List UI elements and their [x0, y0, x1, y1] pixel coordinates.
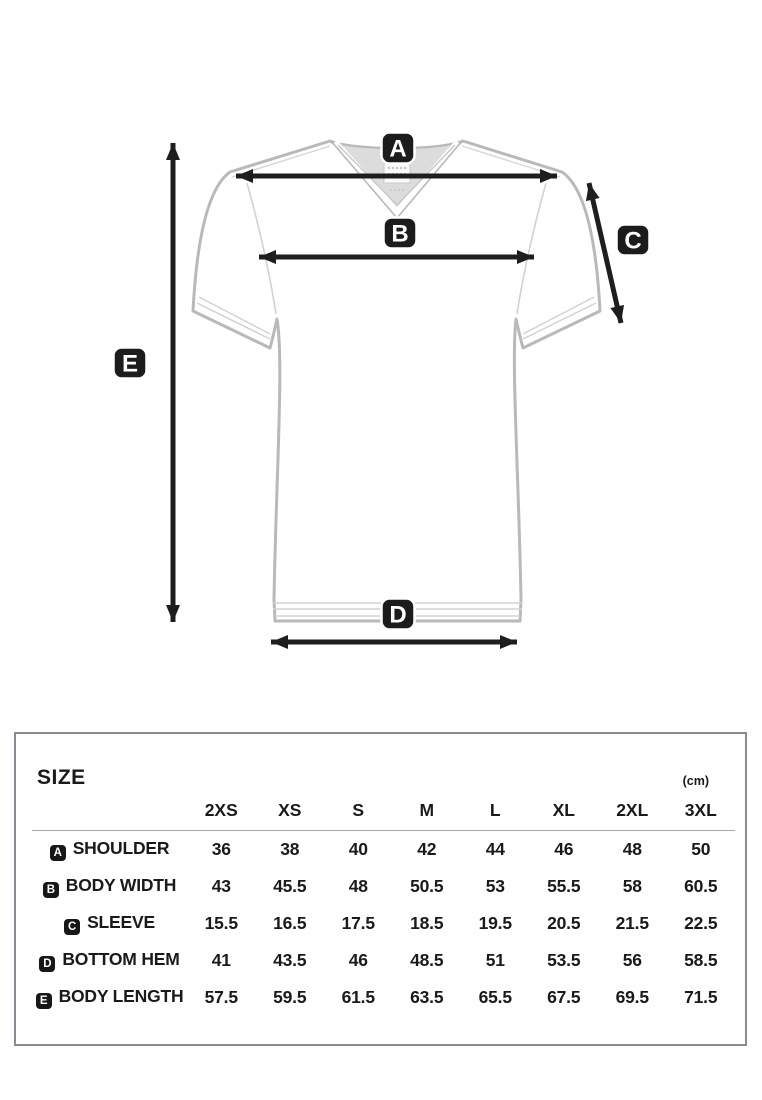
size-value: 48.5	[410, 950, 444, 970]
size-value: 58	[622, 876, 642, 896]
size-value: 36	[211, 839, 231, 859]
row-label-body-width	[32, 868, 187, 905]
row-label-text: BOTTOM HEM	[62, 949, 180, 969]
size-table-card	[14, 732, 747, 1046]
size-value: 43.5	[273, 950, 307, 970]
row-label-text: SHOULDER	[72, 838, 170, 858]
size-value: 17.5	[341, 913, 375, 933]
size-value: 67.5	[547, 987, 581, 1007]
size-value: 38	[280, 839, 300, 859]
marker-b	[384, 218, 417, 249]
size-value: 40	[348, 839, 368, 859]
column-header-2xs: 2XS	[187, 800, 256, 831]
size-value: 46	[554, 839, 574, 859]
size-value: 48	[348, 876, 368, 896]
size-value: 57.5	[204, 987, 238, 1007]
size-value: 43	[211, 876, 231, 896]
size-value: 44	[485, 839, 505, 859]
row-badge-a: A	[50, 845, 66, 861]
column-header-s: S	[324, 800, 393, 831]
marker-d	[382, 599, 415, 630]
size-value: 55.5	[547, 876, 581, 896]
row-badge-b: B	[43, 882, 59, 898]
marker-a	[382, 133, 415, 164]
row-label-text: BODY WIDTH	[65, 875, 177, 895]
size-value: 56	[622, 950, 642, 970]
row-label-bottom-hem	[32, 942, 187, 979]
size-value: 71.5	[684, 987, 718, 1007]
size-value: 65.5	[478, 987, 512, 1007]
column-header-m: M	[393, 800, 462, 831]
size-value: 53.5	[547, 950, 581, 970]
size-value: 41	[211, 950, 231, 970]
row-label-body-length	[32, 979, 187, 1016]
size-value: 42	[417, 839, 437, 859]
row-badge-d: D	[39, 956, 55, 972]
column-header-3xl: 3XL	[667, 800, 736, 831]
table-row-body-length	[32, 979, 735, 1016]
size-value: 22.5	[684, 913, 718, 933]
marker-b-letter: B	[391, 220, 409, 248]
size-title: SIZE	[37, 766, 86, 789]
size-table	[32, 800, 735, 1016]
marker-e-letter: E	[121, 350, 139, 378]
table-row-body-width	[32, 868, 735, 905]
header-spacer	[32, 800, 187, 831]
column-header-l: L	[461, 800, 530, 831]
row-label-shoulder	[32, 831, 187, 869]
size-value: 46	[348, 950, 368, 970]
table-row-bottom-hem	[32, 942, 735, 979]
table-row-shoulder	[32, 831, 735, 869]
size-value: 63.5	[410, 987, 444, 1007]
row-badge-c: C	[64, 919, 80, 935]
size-header-row	[32, 800, 735, 831]
marker-e	[114, 348, 147, 379]
size-value: 45.5	[273, 876, 307, 896]
marker-a-letter: A	[389, 135, 407, 163]
size-value: 53	[485, 876, 505, 896]
size-value: 50	[691, 839, 711, 859]
size-value: 19.5	[478, 913, 512, 933]
row-label-text: SLEEVE	[87, 912, 155, 932]
size-value: 51	[485, 950, 505, 970]
size-value: 50.5	[410, 876, 444, 896]
size-value: 60.5	[684, 876, 718, 896]
size-value: 61.5	[341, 987, 375, 1007]
size-value: 18.5	[410, 913, 444, 933]
row-label-text: BODY LENGTH	[58, 986, 184, 1006]
marker-d-letter: D	[389, 601, 407, 629]
size-value: 69.5	[615, 987, 649, 1007]
size-value: 59.5	[273, 987, 307, 1007]
size-value: 15.5	[204, 913, 238, 933]
size-value: 58.5	[684, 950, 718, 970]
row-label-sleeve	[32, 905, 187, 942]
size-value: 21.5	[615, 913, 649, 933]
column-header-xs: XS	[256, 800, 325, 831]
table-row-sleeve	[32, 905, 735, 942]
column-header-xl: XL	[530, 800, 599, 831]
unit-label: (cm)	[682, 774, 709, 788]
size-value: 48	[622, 839, 642, 859]
size-value: 20.5	[547, 913, 581, 933]
column-header-2xl: 2XL	[598, 800, 667, 831]
marker-c-letter: C	[624, 227, 642, 255]
row-badge-e: E	[36, 993, 52, 1009]
marker-c	[617, 225, 650, 256]
size-value: 16.5	[273, 913, 307, 933]
